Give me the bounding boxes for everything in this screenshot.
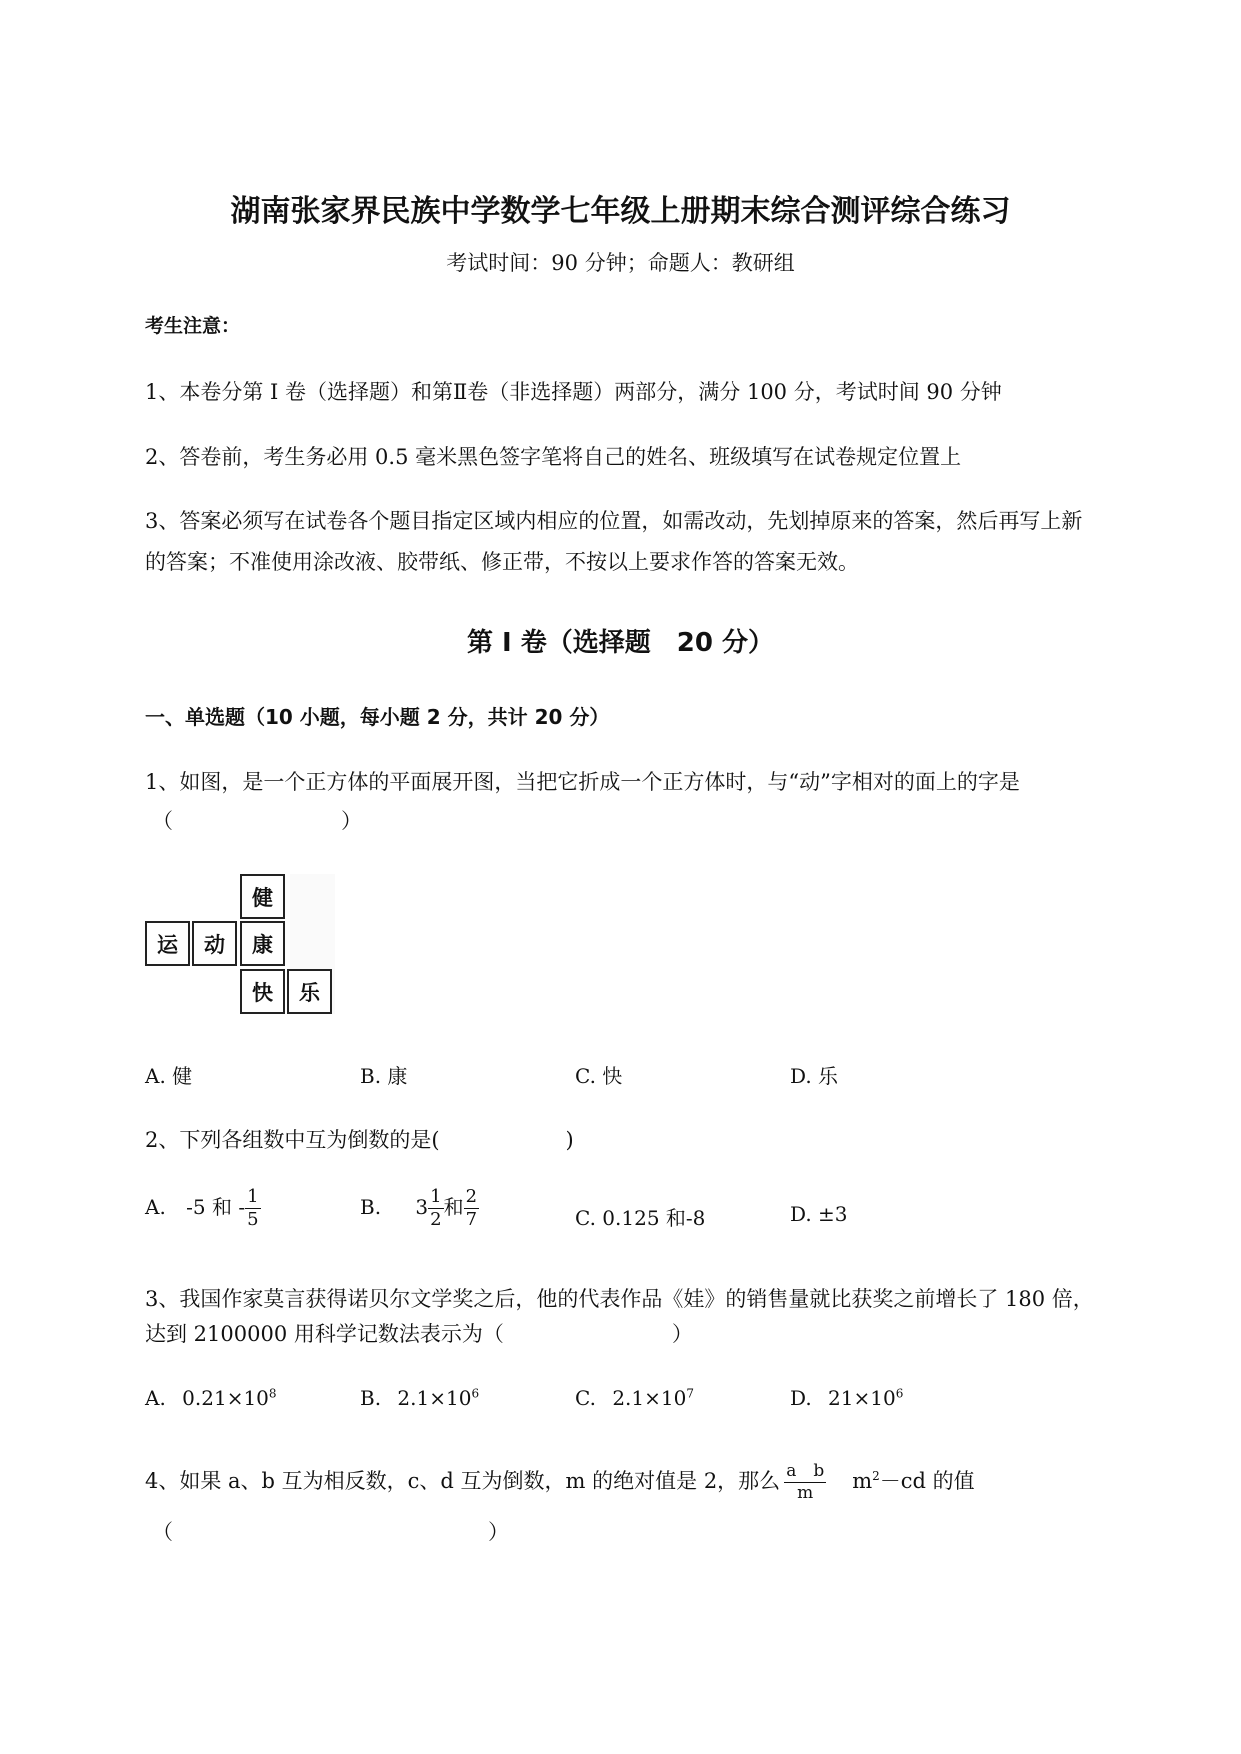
fraction-numerator: 1 — [247, 1186, 259, 1207]
section-title: 第 I 卷（选择题 20 分） — [466, 628, 774, 658]
fraction-numerator: 2 — [465, 1186, 478, 1207]
fraction-denominator: m — [797, 1483, 814, 1503]
q1-option-c[interactable]: C. 快 — [575, 1064, 623, 1088]
q4-exponent: 2 — [872, 1469, 880, 1483]
q4-stem-text: 4、如果 a、b 互为相反数，c、d 互为倒数，m 的绝对值是 2，那么 — [145, 1469, 781, 1493]
net-cell-bottom: 快 — [240, 969, 285, 1014]
option-value: 2.1×10 — [612, 1386, 687, 1410]
q2-option-a-text: -5 和 - — [186, 1195, 246, 1219]
part-heading: 一、单选题（10 小题，每小题 2 分，共计 20 分） — [145, 705, 610, 729]
q2-option-b[interactable] — [360, 1188, 479, 1229]
q1-paren: （ ） — [152, 809, 362, 833]
q2-option-d[interactable]: D. ±3 — [790, 1202, 848, 1226]
q4-paren: （ ） — [152, 1520, 509, 1544]
option-label: A. — [145, 1386, 166, 1410]
option-exponent: 8 — [268, 1386, 277, 1401]
notice-item-1: 1、本卷分第 I 卷（选择题）和第Ⅱ卷（非选择题）两部分，满分 100 分，考试时间 90 分钟 — [145, 380, 1002, 404]
option-label: C. — [575, 1386, 596, 1410]
q3-option-d[interactable] — [790, 1386, 903, 1410]
q2-option-c[interactable]: C. 0.125 和-8 — [575, 1206, 706, 1230]
option-exponent: 6 — [471, 1386, 480, 1401]
net-cell-mid: 动 — [192, 921, 237, 966]
q2-stem: 2、下列各组数中互为倒数的是( ) — [145, 1128, 574, 1152]
q4-variable: m — [852, 1469, 873, 1493]
q4-fraction — [784, 1463, 826, 1502]
fraction-denominator: 2 — [430, 1209, 442, 1230]
fraction-numerator: 1 — [430, 1186, 442, 1207]
net-cell-left: 运 — [145, 921, 190, 966]
notice-item-2: 2、答卷前，考生务必用 0.5 毫米黑色签字笔将自己的姓名、班级填写在试卷规定位置上 — [145, 445, 962, 469]
q4-stem-tail: －cd 的值 — [879, 1469, 975, 1493]
q2-option-a-fraction — [245, 1188, 260, 1229]
q2-option-a[interactable] — [145, 1188, 261, 1229]
fraction-denominator: 5 — [247, 1209, 259, 1230]
fraction-denominator: 7 — [465, 1209, 478, 1230]
fraction-numerator: a b — [786, 1461, 825, 1481]
q2-option-b-fraction-1 — [428, 1188, 443, 1229]
q1-stem: 1、如图，是一个正方体的平面展开图，当把它折成一个正方体时，与“动”字相对的面上的字是 — [145, 770, 1020, 794]
net-cell-center: 康 — [240, 921, 285, 966]
option-exponent: 6 — [895, 1386, 904, 1401]
q3-option-b[interactable] — [360, 1386, 479, 1410]
q3-stem-line-2: 达到 2100000 用科学记数法表示为（ ） — [145, 1322, 693, 1346]
q2-option-a-label: A. — [145, 1195, 166, 1219]
q1-option-d[interactable]: D. 乐 — [790, 1064, 839, 1088]
document-subtitle: 考试时间：90 分钟；命题人：教研组 — [446, 251, 795, 275]
notice-item-3: 3、答案必须写在试卷各个题目指定区域内相应的位置，如需改动，先划掉原来的答案，然后再写上新 — [145, 509, 1083, 533]
document-title: 湖南张家界民族中学数学七年级上册期末综合测评综合练习 — [230, 194, 1011, 229]
q1-option-a[interactable]: A. 健 — [145, 1064, 193, 1088]
option-value: 0.21×10 — [182, 1386, 269, 1410]
notice-item-3-cont: 的答案；不准使用涂改液、胶带纸、修正带，不按以上要求作答的答案无效。 — [145, 550, 859, 574]
net-cell-top: 健 — [240, 874, 285, 919]
option-value: 21×10 — [828, 1386, 896, 1410]
q2-option-b-fraction-2 — [464, 1188, 479, 1229]
q4-stem — [145, 1463, 975, 1502]
option-label: B. — [360, 1386, 382, 1410]
option-label: D. — [790, 1386, 812, 1410]
option-exponent: 7 — [686, 1386, 694, 1401]
q3-option-a[interactable] — [145, 1386, 277, 1410]
q1-option-b[interactable]: B. 康 — [360, 1064, 408, 1088]
q3-option-c[interactable] — [575, 1386, 694, 1410]
option-value: 2.1×10 — [397, 1386, 472, 1410]
net-cell-right: 乐 — [287, 969, 332, 1014]
q3-stem-line-1: 3、我国作家莫言获得诺贝尔文学奖之后，他的代表作品《娃》的销售量就比获奖之前增长了 180 倍， — [145, 1287, 1094, 1311]
q2-option-b-and: 和 — [443, 1195, 464, 1219]
notice-heading: 考生注意： — [145, 315, 241, 337]
q2-option-b-whole: 3 — [415, 1195, 429, 1219]
q2-option-b-label: B. — [360, 1195, 382, 1219]
cube-net-figure — [145, 874, 335, 1014]
